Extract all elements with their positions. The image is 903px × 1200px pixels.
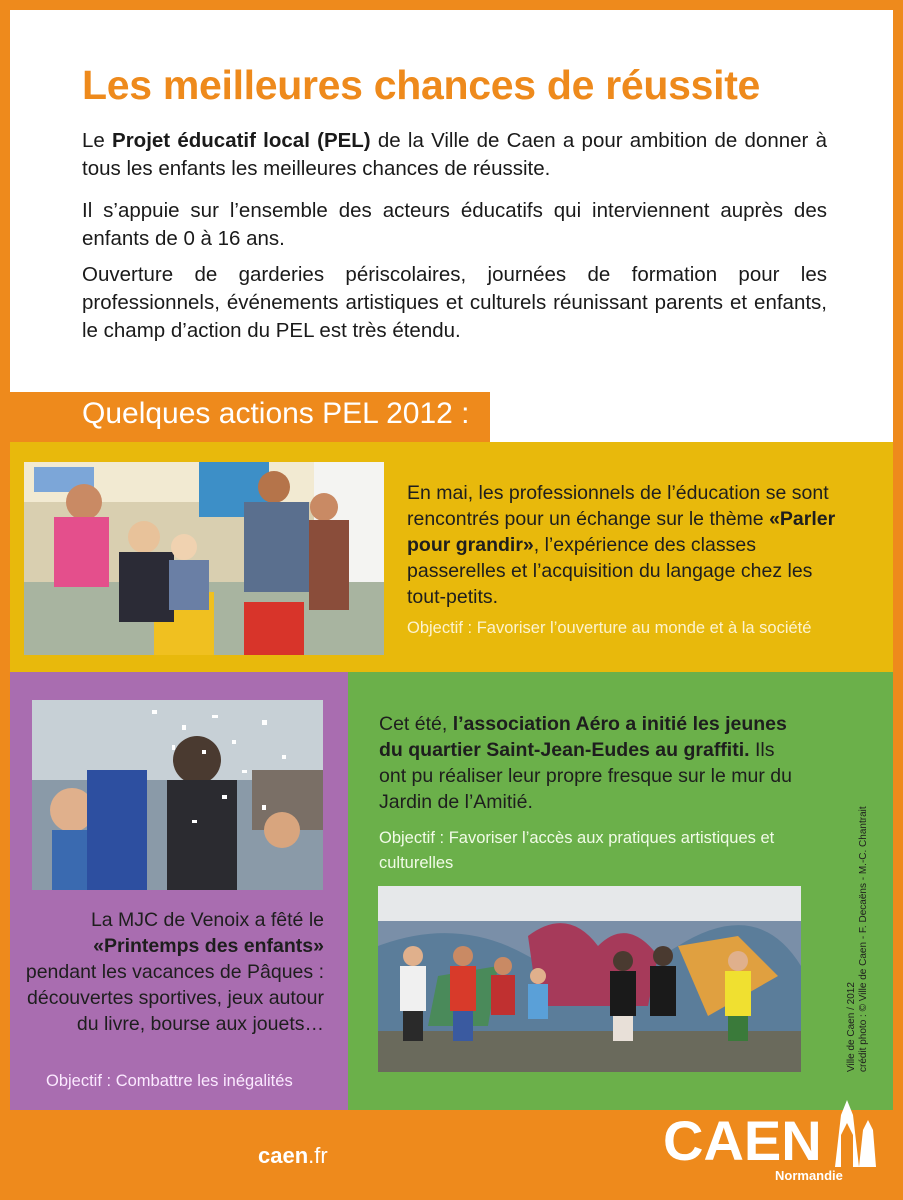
- green-text-prefix: Cet été,: [379, 713, 453, 735]
- credit-line-2: crédit photo : © Ville de Caen - F. Decaëns - M.-C. Chantrait: [858, 806, 869, 1072]
- caen-logo: [663, 1095, 878, 1190]
- section-heading: Quelques actions PEL 2012 :: [82, 397, 470, 430]
- intro-p1-suffix: de la Ville de Caen a pour ambition de donner à tous les enfants les meilleures chances de réussite.: [82, 129, 827, 180]
- site-link-rest: .fr: [308, 1143, 328, 1168]
- intro-paragraph-3: Ouverture de garderies périscolaires, journées de formation pour les professionnels, événements artistiques et culturels réunissant parents et enfants, le champ d’action du PEL est très étendu.: [82, 263, 827, 342]
- green-text-bold: l’association Aéro a initié les jeunes du quartier Saint-Jean-Eudes au graffiti.: [379, 713, 787, 761]
- photo-credit: [846, 806, 870, 1072]
- yellow-text-bold: «Parler pour grandir»: [407, 508, 836, 556]
- site-link-bold: caen: [258, 1143, 309, 1168]
- purple-text-bold: «Printemps des enfants»: [93, 935, 324, 957]
- action-purple-objective: Objectif : Combattre les inégalités: [46, 1072, 293, 1090]
- intro-p1-prefix: Le: [82, 129, 113, 152]
- action-purple-text: [22, 907, 324, 1037]
- intro-p1-bold: Projet éducatif local (PEL): [112, 129, 371, 152]
- label-band: [490, 392, 893, 442]
- yellow-text-suffix: , l’expérience des classes passerelles et l’acquisition du langage chez les tout-petits.: [407, 534, 813, 608]
- purple-text-prefix: La MJC de Venoix a fêté le: [90, 909, 324, 931]
- action-green-objective: Objectif : Favoriser l’accès aux pratiques artistiques et culturelles: [379, 829, 775, 872]
- purple-text-suffix: pendant les vacances de Pâques : découvertes sportives, jeux autour du livre, bourse aux jouets…: [25, 961, 324, 1035]
- logo-word: CAEN: [663, 1109, 822, 1172]
- yellow-text-prefix: En mai, les professionnels de l’éducation se sont rencontrés pour un échange sur le thème: [407, 482, 829, 530]
- intro-paragraph-1: [82, 127, 827, 183]
- green-text-suffix: Ils ont pu réaliser leur propre fresque sur le mur du Jardin de l’Amitié.: [379, 739, 792, 813]
- action-yellow-objective: Objectif : Favoriser l’ouverture au monde et à la société: [407, 619, 812, 637]
- page-title: Les meilleures chances de réussite: [82, 62, 761, 108]
- site-link[interactable]: [258, 1143, 328, 1169]
- logo-sub: Normandie: [775, 1168, 843, 1183]
- classroom-photo: [24, 462, 384, 655]
- action-green-text: [379, 711, 799, 815]
- credit-line-1: Ville de Caen / 2012: [846, 982, 857, 1072]
- confetti-photo: [32, 700, 323, 890]
- intro-paragraph-2: Il s’appuie sur l’ensemble des acteurs éducatifs qui interviennent auprès des enfants de 0 à 16 ans.: [82, 199, 827, 250]
- graffiti-photo: [378, 886, 801, 1072]
- action-yellow-text: [407, 480, 852, 610]
